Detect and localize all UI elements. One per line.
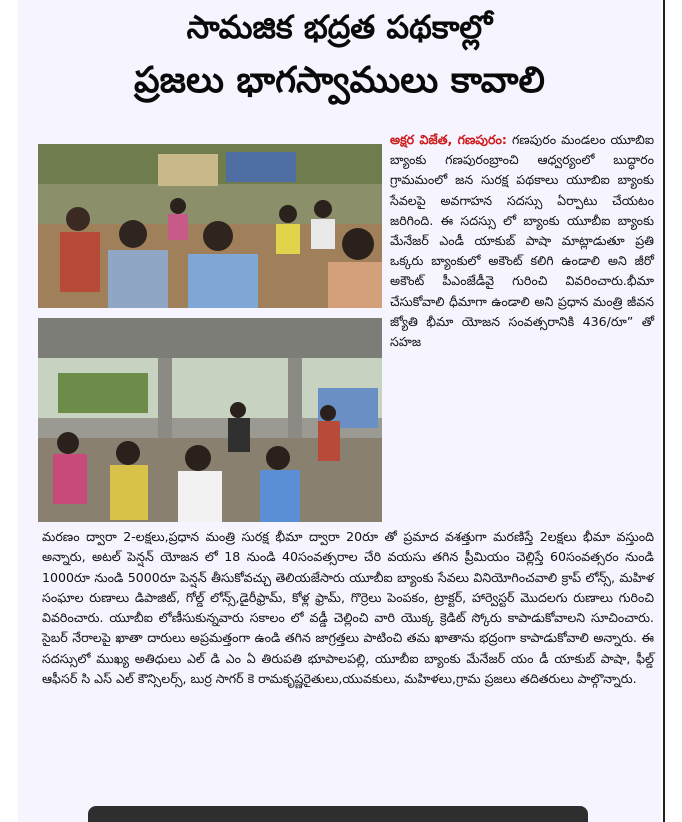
shed-meeting-photo xyxy=(38,318,382,522)
column-body: గణపురం మండలం యూబిఐ బ్యాంకు గణపురంబ్రాంచి ఆధ్వర్యంలో బుద్ధారం గ్రామమంలో జన సురక్ష పథకాలు యూబిఐ బ్యాంకు సేవలపై అవగాహన సదస్సు ఏర్పాటు చేయటం జరిగింది. ఈ సదస్సు లో బ్యాంకు యూబీఐ బ్యాంకు మేనేజర్ ఎండీ యాకుబ్ పాషా మాట్లాడుతూ ప్రతి ఒక్కరు బ్యాంకులో అకౌంట్ కలిగి ఉండాలి అని జీరో అకౌంట్ పీఎంజేడీవై గురించి వివరించారు.భీమా చేసుకోవాలి ధీమాగా ఉండాలి అని ప్రధాన మంత్రి జీవన జ్యోతి భీమా యోజన సంవత్సరానికి 436/రూ” తో సహజ xyxy=(390,132,654,350)
article-column-text xyxy=(390,130,654,352)
audience-photo xyxy=(38,144,382,308)
next-headline-cutoff xyxy=(88,806,588,822)
headline-line-2: ప్రజలు భాగస్వాములు కావాలి xyxy=(134,60,545,101)
byline: అక్షర విజేత, గణపురం: xyxy=(390,132,507,147)
article-full-width-text: మరణం ద్వారా 2-లక్షలు,ప్రధాన మంత్రి సురక్ష భీమా ద్వారా 20రూ తో ప్రమాద వశత్తుగా మరణిస్తే 2లక్షలు భీమా వస్తుంది అన్నారు, అటల్ పెన్షన్ యోజన లో 18 నుండి 40సంవత్సరాల చేరి వయసు తగిన ప్రీమియం చెల్లిస్తే 60సంవత్సరం నుండి 1000రూ నుండి 5000రూ పెన్షన్ తీసుకోవచ్చు తెలియజేసారు యూబీఐ బ్యాంకు సేవలు వినియోగించవాలి క్రాప్ లోన్స్, మహిళ సంఘాల రుణాలు డిపాజిట్, గోల్డ్ లోన్స్,డైరీఫ్రామ్, కోళ్ల ఫ్రామ్, గొర్రెలు పెంపకం, ట్రాక్టర్, హార్వెస్టర్ మొదలగు రుణాలు గురించి వివరించారు. యూబీఐ లోణీసుకున్నవారు సకాలం లో వడ్డీ చెల్లించి వారి యొక్క క్రెడిట్ స్కోరు కాపాడుకోవాలని సూచించారు. సైబర్ నేరాలపై ఖాతా దారులు అప్రమత్తంగా ఉండి తగిన జాగ్రత్తలు పాటించి తమ ఖాతాను భద్రంగా కాపాడుకోవాలి అన్నారు. ఈ సదస్సులో ముఖ్య అతిధులు ఎల్ డి ఎం ఏ తిరుపతి భూపాలపల్లి, యూబీఐ బ్యాంకు మేనేజర్ యం డీ యాకుబ్ పాషా, ఫీల్డ్ ఆఫీసర్ సి ఎస్ ఎల్ కౌన్సిలర్స్, బుర్ర సాగర్ కె రామకృష్ణరైతులు,యువకులు, మహిళలు,గ్రామ ప్రజలు తదితరులు పాల్గొన్నారు. xyxy=(42,529,654,687)
headline-line-1: సామజిక భద్రత పథకాల్లో xyxy=(186,8,493,46)
newspaper-clipping xyxy=(18,0,661,822)
page-border xyxy=(663,0,665,822)
